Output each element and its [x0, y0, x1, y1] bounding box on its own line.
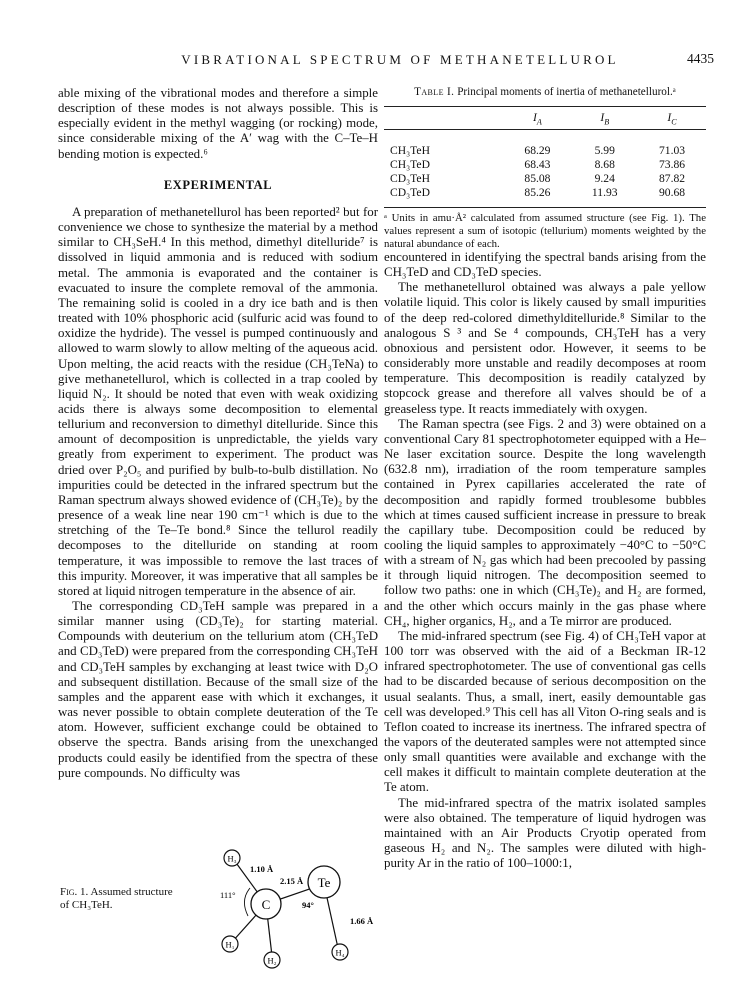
- figure-caption: [60, 886, 180, 911]
- table-cell-value: 73.86: [659, 158, 686, 171]
- table-caption-label: Table I.: [414, 86, 455, 98]
- table-row: [384, 158, 706, 172]
- table-caption-text: Principal moments of inertia of methanetellurol.ᵃ: [457, 86, 676, 98]
- figure-1: [60, 838, 380, 978]
- label-cte-bond-length: 2.15 Å: [280, 876, 304, 886]
- table-cell-value: 5.99: [594, 144, 615, 157]
- table-row: [384, 172, 706, 186]
- label-hch-angle: 111°: [220, 890, 236, 900]
- table-inertia-block: [384, 86, 706, 251]
- paragraph: able mixing of the vibrational modes and therefore a simple description of these modes is not always possible. This is especially evident in the methyl wagging (or rocking) mode, since considerable mixing of the A′ wag with the C–Te–H bending motion is expected.⁶: [58, 86, 378, 161]
- table-header-row: [384, 107, 706, 130]
- table-cell-species: CD₃TeH: [390, 172, 430, 185]
- label-tellurium: Te: [317, 875, 331, 890]
- table-row: [384, 130, 706, 158]
- label-h2: H₂: [267, 955, 277, 966]
- table-cell-species: CH₃TeD: [390, 158, 430, 171]
- header-ib: $I_B$: [600, 111, 610, 127]
- table-cell-value: 85.26: [504, 186, 572, 208]
- label-h3: H₃: [227, 853, 237, 864]
- table-cell-value: 11.93: [571, 186, 638, 208]
- table-cell-species: CD₃TeD: [384, 186, 504, 208]
- table-row: [384, 186, 706, 208]
- right-column: [384, 250, 706, 871]
- angle-arc-hch: [244, 888, 250, 916]
- table-cell-value: 71.03: [659, 144, 686, 157]
- table-cell-value: 68.29: [524, 144, 551, 157]
- paragraph: The mid-infrared spectra of the matrix isolated samples were also obtained. The temperature of liquid hydrogen was maintained with an Air Products Cryotip operated from gaseous H₂ and N₂. The samples were diluted with high-purity Ar in the ratio of 100–1000:1,: [384, 795, 706, 871]
- table-cell-value: 9.24: [594, 172, 615, 185]
- paragraph: A preparation of methanetellurol has been reported² but for convenience we chose to synthesize the material by a method similar to CH₃SeH.⁴ In this method, dimethyl ditelluride⁷ is dissolved in liquid ammonia and is reduced with sodium metal. The ammonia is evaporated and the container is evacuated to insure the complete removal of the ammonia. The remaining solid is cooled in a dry ice bath and is then treated with 10% phosphoric acid (sulfuric acid was found to oxidize the hydride). The vessel is pumped continuously and allowed to warm slowly to allow melting of the aqueous acid. Upon melting, the acid reacts with the residue (CH₃TeNa) to give methanetellurol, which is collected in a trap cooled by liquid N₂. It should be noted that even with weak oxidizing acids there is always some decomposition to elemental tellurium and reconversion to dimethyl ditelluride. Since this amount of decomposition is unpredictable, the yields vary greatly from experiment to experiment. The product was dried over P₂O₅ and purified by bulb-to-bulb distillation. No impurities could be detected in the infrared spectrum but the Raman spectrum always showed evidence of (CH₃Te)₂ by the presence of a weak line near 190 cm⁻¹ which is due to the stretching of the Te–Te bond.⁸ Since the tellurol readily decomposes to the ditelluride on standing at room temperature, it was impossible to remove the last traces of this impurity. Moreover, it was imperative that all samples be stored at liquid nitrogen temperature in the absence of air.: [58, 204, 378, 598]
- molecule-structure-diagram: [210, 838, 380, 978]
- table-cell-species: CH₃TeH: [390, 144, 430, 157]
- table-cell-value: 90.68: [638, 186, 706, 208]
- header-ia: $I_A$: [533, 111, 542, 127]
- figure-caption-label: Fig. 1.: [60, 886, 89, 898]
- table-footnote: ᵃ Units in amu·Å² calculated from assumed structure (see Fig. 1). The values represent a sum of isotopic (tellurium) moments weighted by the natural abundance of each.: [384, 212, 706, 250]
- left-column: [58, 86, 378, 781]
- table-header-cell: [571, 107, 638, 130]
- label-teh-bond-length: 1.66 Å: [350, 916, 374, 926]
- paragraph: The Raman spectra (see Figs. 2 and 3) were obtained on a conventional Cary 81 spectrophotometer equipped with a He–Ne laser excitation source. Despite the long wavelength (632.8 nm), irradiation of the room temperature samples contained in Pyrex capillaries accelerated the rate of decomposition and rapidly formed troublesome bubbles which at times caused sufficient increase in pressure to break the capillary tube. Decomposition could be reduced by cooling the liquid samples to approximately −40°C to −50°C with a stream of N₂ gas which had been precooled by passing it through liquid nitrogen. The decomposition seemed to follow two paths: one in which (CH₃Te)₂ and H₂ are formed, and the other which occurs mainly in the gas phase where CH₄, higher organics, H₂, and a Te mirror are produced.: [384, 416, 706, 628]
- table-cell-value: 8.68: [594, 158, 615, 171]
- page-number: 4435: [687, 51, 714, 66]
- table-inertia: [384, 106, 706, 208]
- paragraph: The corresponding CD₃TeH sample was prepared in a similar manner using (CD₃Te)₂ for starting material. Compounds with deuterium on the tellurium atom (CH₃TeD and CD₃TeD) were prepared from the corresponding CH₃TeH and CD₃TeH samples by exchanging at least twice with D₂O and subsequent distillation. Because of the small size of the samples and the apparent ease with which it exchanges, it was never possible to obtain complete deuteration of the Te atom. However, sufficient exchange could be obtained to observe the spectra. Bands arising from the unexchanged products could easily be identified from the spectra of these pure compounds. No difficulty was: [58, 599, 378, 780]
- paragraph: The methanetellurol obtained was always a pale yellow volatile liquid. This color is likely caused by small impurities of the deep red-colored dimethylditelluride.⁸ Similar to the analogous S ³ and Se ⁴ compounds, CH₃TeH has a very obnoxious and persistent odor. However, it seems to be considerably more unstable and readily decomposes at room temperature. This decomposition is readily catalyzed by stopcock grease and therefore all valves should be of a greaseless type. It reacts immediately with oxygen.: [384, 280, 706, 416]
- table-caption: [384, 86, 706, 98]
- paragraph: The mid-infrared spectrum (see Fig. 4) of CH₃TeH vapor at 100 torr was observed with the aid of a Beckman IR-12 infrared spectrophotometer. The use of conventional gas cells had to be discarded because of serious decomposition on the usual sealants. Thus, a small, inert, easily demountable gas cell was developed.⁹ This cell has all Viton O-ring seals and is Teflon coated to increase its inertness. The infrared spectra of the vapors of the deuterated samples were not attempted since only small quantities were available and exchange with the cell makes it difficult to maintain complete deuteration at the Te atom.: [384, 628, 706, 795]
- label-ch-bond-length: 1.10 Å: [250, 864, 274, 874]
- paragraph: encountered in identifying the spectral bands arising from the CH₃TeD and CD₃TeD species.: [384, 250, 706, 280]
- table-header-cell: [638, 107, 706, 130]
- table-cell-value: 68.43: [524, 158, 551, 171]
- figure-caption-text: Assumed structure of CH₃TeH.: [60, 886, 173, 911]
- table-cell-value: 87.82: [659, 172, 686, 185]
- table-cell-value: 85.08: [524, 172, 551, 185]
- label-h1: H₁: [225, 939, 235, 950]
- label-carbon: C: [261, 897, 271, 912]
- table-header-cell: [504, 107, 572, 130]
- label-h4: H₄: [335, 947, 345, 958]
- header-ic: $I_C$: [667, 111, 677, 127]
- table-header-cell: [384, 107, 504, 130]
- running-title: VIBRATIONAL SPECTRUM OF METHANETELLUROL: [181, 52, 619, 67]
- label-cteh-angle: 94°: [302, 900, 314, 910]
- section-heading-experimental: EXPERIMENTAL: [163, 177, 273, 192]
